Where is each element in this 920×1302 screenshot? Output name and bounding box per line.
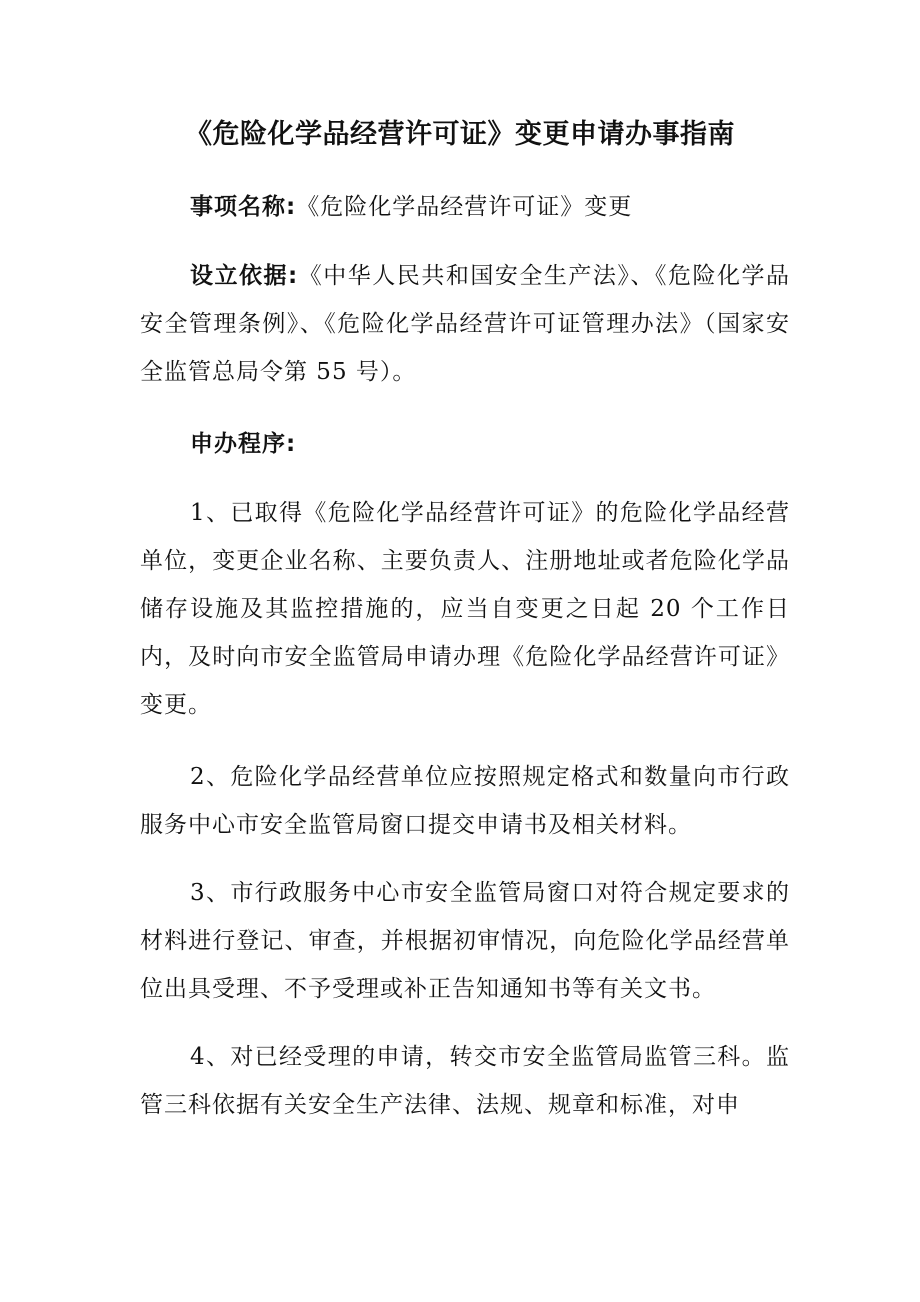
basis-paragraph: [140, 252, 790, 396]
procedure-step-2: 2、危险化学品经营单位应按照规定格式和数量向市行政服务中心市安全监管局窗口提交申请书及相关材料。: [140, 764, 790, 838]
basis-label: 设立依据:: [190, 263, 299, 289]
document-title: 《危险化学品经营许可证》变更申请办事指南: [185, 119, 735, 150]
item-name-value: 《危险化学品经营许可证》变更: [296, 194, 633, 220]
procedure-step-4: 4、对已经受理的申请，转交市安全监管局监管三科。监管三科依据有关安全生产法律、法规、规章和标准，对申: [140, 1044, 790, 1118]
procedure-heading: [140, 420, 790, 468]
basis-value: 《中华人民共和国安全生产法》、《危险化学品安全管理条例》、《危险化学品经营许可证管理办法》（国家安全监管总局令第 55 号）。: [140, 263, 790, 385]
procedure-step-1: 1、已取得《危险化学品经营许可证》的危险化学品经营单位，变更企业名称、主要负责人、注册地址或者危险化学品储存设施及其监控措施的，应当自变更之日起 20 个工作日内，及时向市安全监管局申请办理《危险化学品经营许可证》变更。: [140, 500, 790, 718]
procedure-step-3: 3、市行政服务中心市安全监管局窗口对符合规定要求的材料进行登记、审查，并根据初审情况，向危险化学品经营单位出具受理、不予受理或补正告知通知书等有关文书。: [140, 880, 790, 1002]
procedure-label: 申办程序:: [190, 431, 297, 457]
item-name-paragraph: [140, 183, 790, 231]
item-name-label: 事项名称:: [190, 194, 297, 220]
